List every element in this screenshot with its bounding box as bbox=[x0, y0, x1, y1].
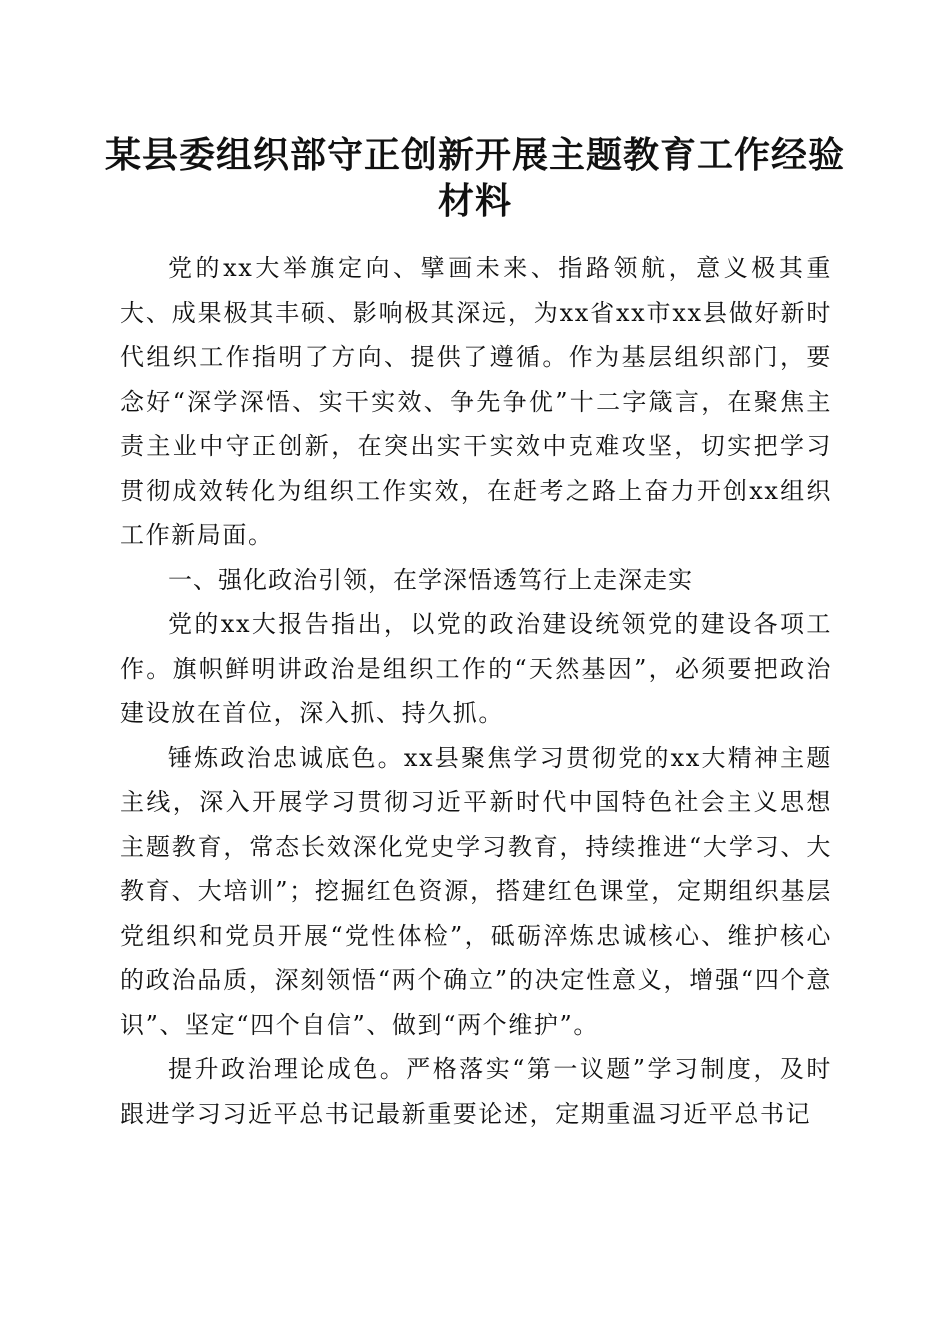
document-body bbox=[120, 246, 832, 1136]
section-1-paragraph-1: 党的xx大报告指出，以党的政治建设统领党的建设各项工作。旗帜鲜明讲政治是组织工作的“天然基因”，必须要把政治建设放在首位，深入抓、持久抓。 bbox=[120, 610, 832, 727]
section-1-paragraph-2: 锤炼政治忠诚底色。xx县聚焦学习贯彻党的xx大精神主题主线，深入开展学习贯彻习近平新时代中国特色社会主义思想主题教育，常态长效深化党史学习教育，持续推进“大学习、大教育、大培训”；挖掘红色资源，搭建红色课堂，定期组织基层党组织和党员开展“党性体检”，砥砺淬炼忠诚核心、维护核心的政治品质，深刻领悟“两个确立”的决定性意义，增强“四个意识”、坚定“四个自信”、做到“两个维护”。 bbox=[120, 743, 832, 1039]
title-line-2: 材料 bbox=[437, 180, 512, 222]
intro-paragraph: 党的xx大举旗定向、擘画未来、指路领航，意义极其重大、成果极其丰硕、影响极其深远，为xx省xx市xx县做好新时代组织工作指明了方向、提供了遵循。作为基层组织部门，要念好“深学深悟、实干实效、争先争优”十二字箴言，在聚焦主责主业中守正创新，在突出实干实效中克难攻坚，切实把学习贯彻成效转化为组织工作实效，在赶考之路上奋力开创xx组织工作新局面。 bbox=[120, 254, 832, 549]
section-heading-1: 一、强化政治引领，在学深悟透笃行上走深走实 bbox=[168, 565, 693, 594]
section-1-paragraph-3: 提升政治理论成色。严格落实“第一议题”学习制度，及时跟进学习习近平总书记最新重要论述，定期重温习近平总书记 bbox=[120, 1055, 832, 1128]
document-title bbox=[100, 132, 850, 224]
title-line-1: 某县委组织部守正创新开展主题教育工作经验 bbox=[104, 134, 845, 176]
